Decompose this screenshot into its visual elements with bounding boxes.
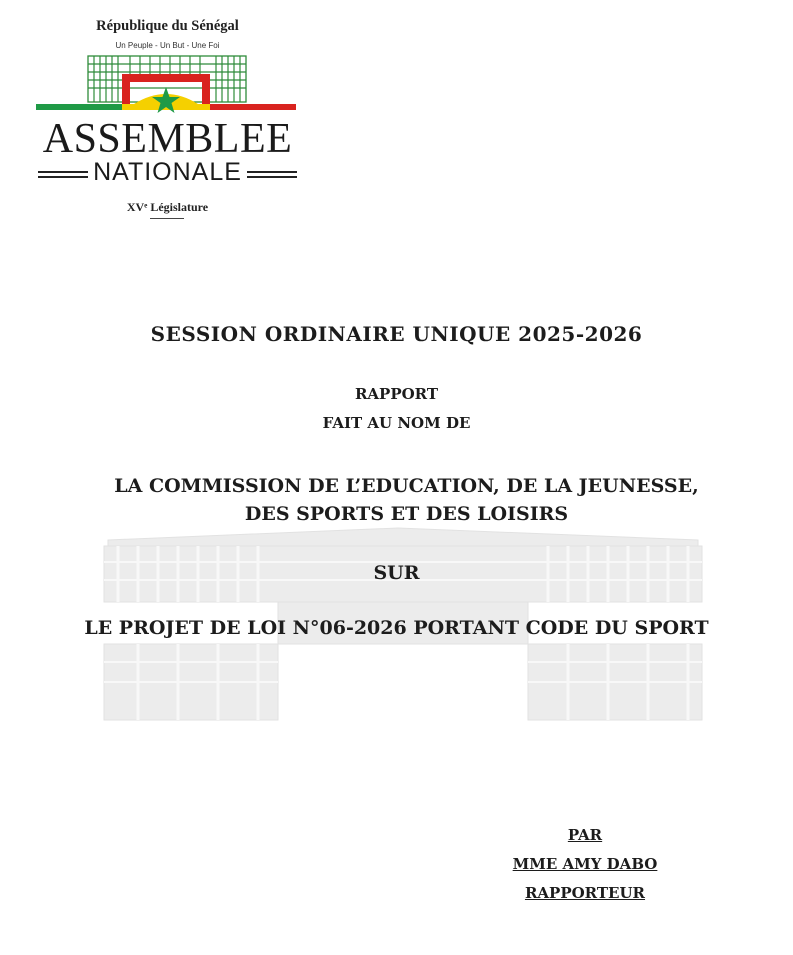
bill-title: LE PROJET DE LOI N°06-2026 PORTANT CODE DU SPORT bbox=[84, 617, 709, 639]
report-label: RAPPORT bbox=[354, 385, 439, 403]
commission-name: LA COMMISSION DE L’EDUCATION, DE LA JEUNESSE, DES SPORTS ET DES LOISIRS bbox=[114, 475, 699, 525]
legislature-label: XVᵉ Législature bbox=[126, 200, 209, 214]
assembly-title: ASSEMBLEE bbox=[42, 116, 293, 162]
on-label: SUR bbox=[373, 562, 420, 584]
republic-name: République du Sénégal bbox=[96, 18, 239, 34]
divider-right-top bbox=[247, 171, 297, 173]
on-behalf-label: FAIT AU NOM DE bbox=[322, 414, 471, 432]
divider-right-bottom bbox=[247, 176, 297, 178]
assembly-logo bbox=[30, 14, 305, 224]
national-motto: Un Peuple - Un But - Une Foi bbox=[115, 41, 220, 50]
assembly-subtitle: NATIONALE bbox=[93, 158, 242, 186]
by-label: PAR bbox=[567, 826, 603, 844]
rapporteur-name: MME AMY DABO bbox=[512, 855, 658, 873]
legislature-underline bbox=[150, 218, 184, 219]
nationale-row bbox=[30, 160, 305, 190]
parliament-emblem-icon bbox=[30, 52, 305, 122]
rapporteur-role: RAPPORTEUR bbox=[524, 884, 646, 902]
session-title: SESSION ORDINAIRE UNIQUE 2025-2026 bbox=[150, 322, 643, 346]
